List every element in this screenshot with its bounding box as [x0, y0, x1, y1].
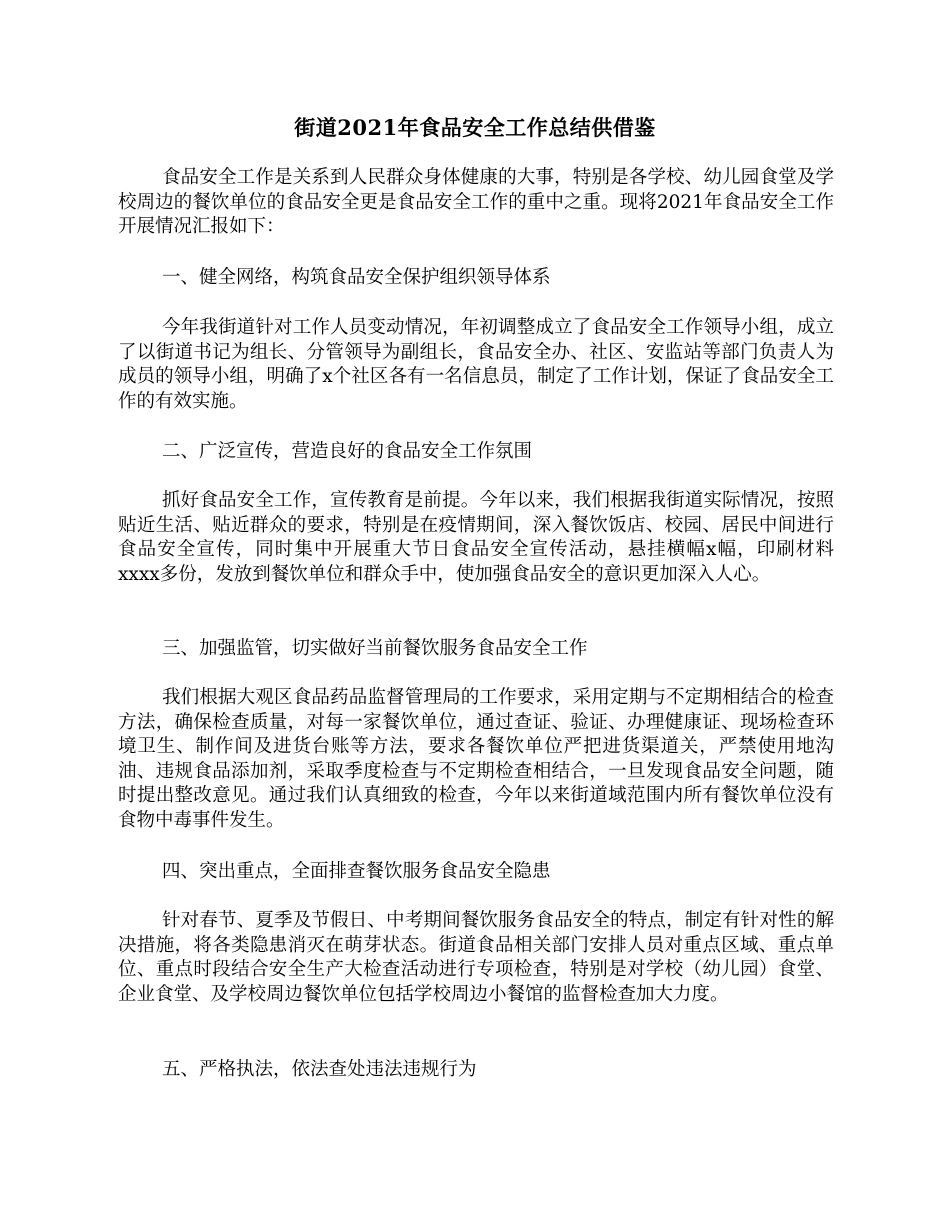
section-heading-1: 一、健全网络，构筑食品安全保护组织领导体系	[162, 267, 551, 288]
section-heading-2: 二、广泛宣传，营造良好的食品安全工作氛围	[162, 441, 533, 462]
section-paragraph-1: 今年我街道针对工作人员变动情况，年初调整成立了食品安全工作领导小组，成立了以街道书记为组长、分管领导为副组长，食品安全办、社区、安监站等部门负责人为成员的领导小组，明确了x个社区各有一名信息员，制定了工作计划，保证了食品安全工作的有效实施。	[118, 317, 834, 412]
section-paragraph-3: 我们根据大观区食品药品监督管理局的工作要求，采用定期与不定期相结合的检查方法，确保检查质量，对每一家餐饮单位，通过查证、验证、办理健康证、现场检查环境卫生、制作间及进货台账等方法，要求各餐饮单位严把进货渠道关，严禁使用地沟油、违规食品添加剂，采取季度检查与不定期检查相结合，一旦发现食品安全问题，随时提出整改意见。通过我们认真细致的检查，今年以来街道域范围内所有餐饮单位没有食物中毒事件发生。	[118, 687, 834, 831]
section-heading-4: 四、突出重点，全面排查餐饮服务食品安全隐患	[162, 861, 551, 882]
document-title: 街道2021年食品安全工作总结供借鉴	[294, 115, 656, 140]
section-paragraph-4: 针对春节、夏季及节假日、中考期间餐饮服务食品安全的特点，制定有针对性的解决措施，将各类隐患消灭在萌芽状态。街道食品相关部门安排人员对重点区域、重点单位、重点时段结合安全生产大检查活动进行专项检查，特别是对学校（幼儿园）食堂、企业食堂、及学校周边餐饮单位包括学校周边小餐馆的监督检查加大力度。	[118, 910, 834, 1005]
section-heading-3: 三、加强监管，切实做好当前餐饮服务食品安全工作	[162, 638, 588, 659]
intro-paragraph: 食品安全工作是关系到人民群众身体健康的大事，特别是各学校、幼儿园食堂及学校周边的餐饮单位的食品安全更是食品安全工作的重中之重。现将2021年食品安全工作开展情况汇报如下：	[118, 167, 834, 238]
section-heading-5: 五、严格执法，依法查处违法违规行为	[162, 1059, 477, 1080]
section-paragraph-2: 抓好食品安全工作，宣传教育是前提。今年以来，我们根据我街道实际情况，按照贴近生活、贴近群众的要求，特别是在疫情期间，深入餐饮饭店、校园、居民中间进行食品安全宣传，同时集中开展重大节日食品安全宣传活动，悬挂横幅x幅，印刷材料xxxx多份，发放到餐饮单位和群众手中，使加强食品安全的意识更加深入人心。	[118, 490, 834, 585]
